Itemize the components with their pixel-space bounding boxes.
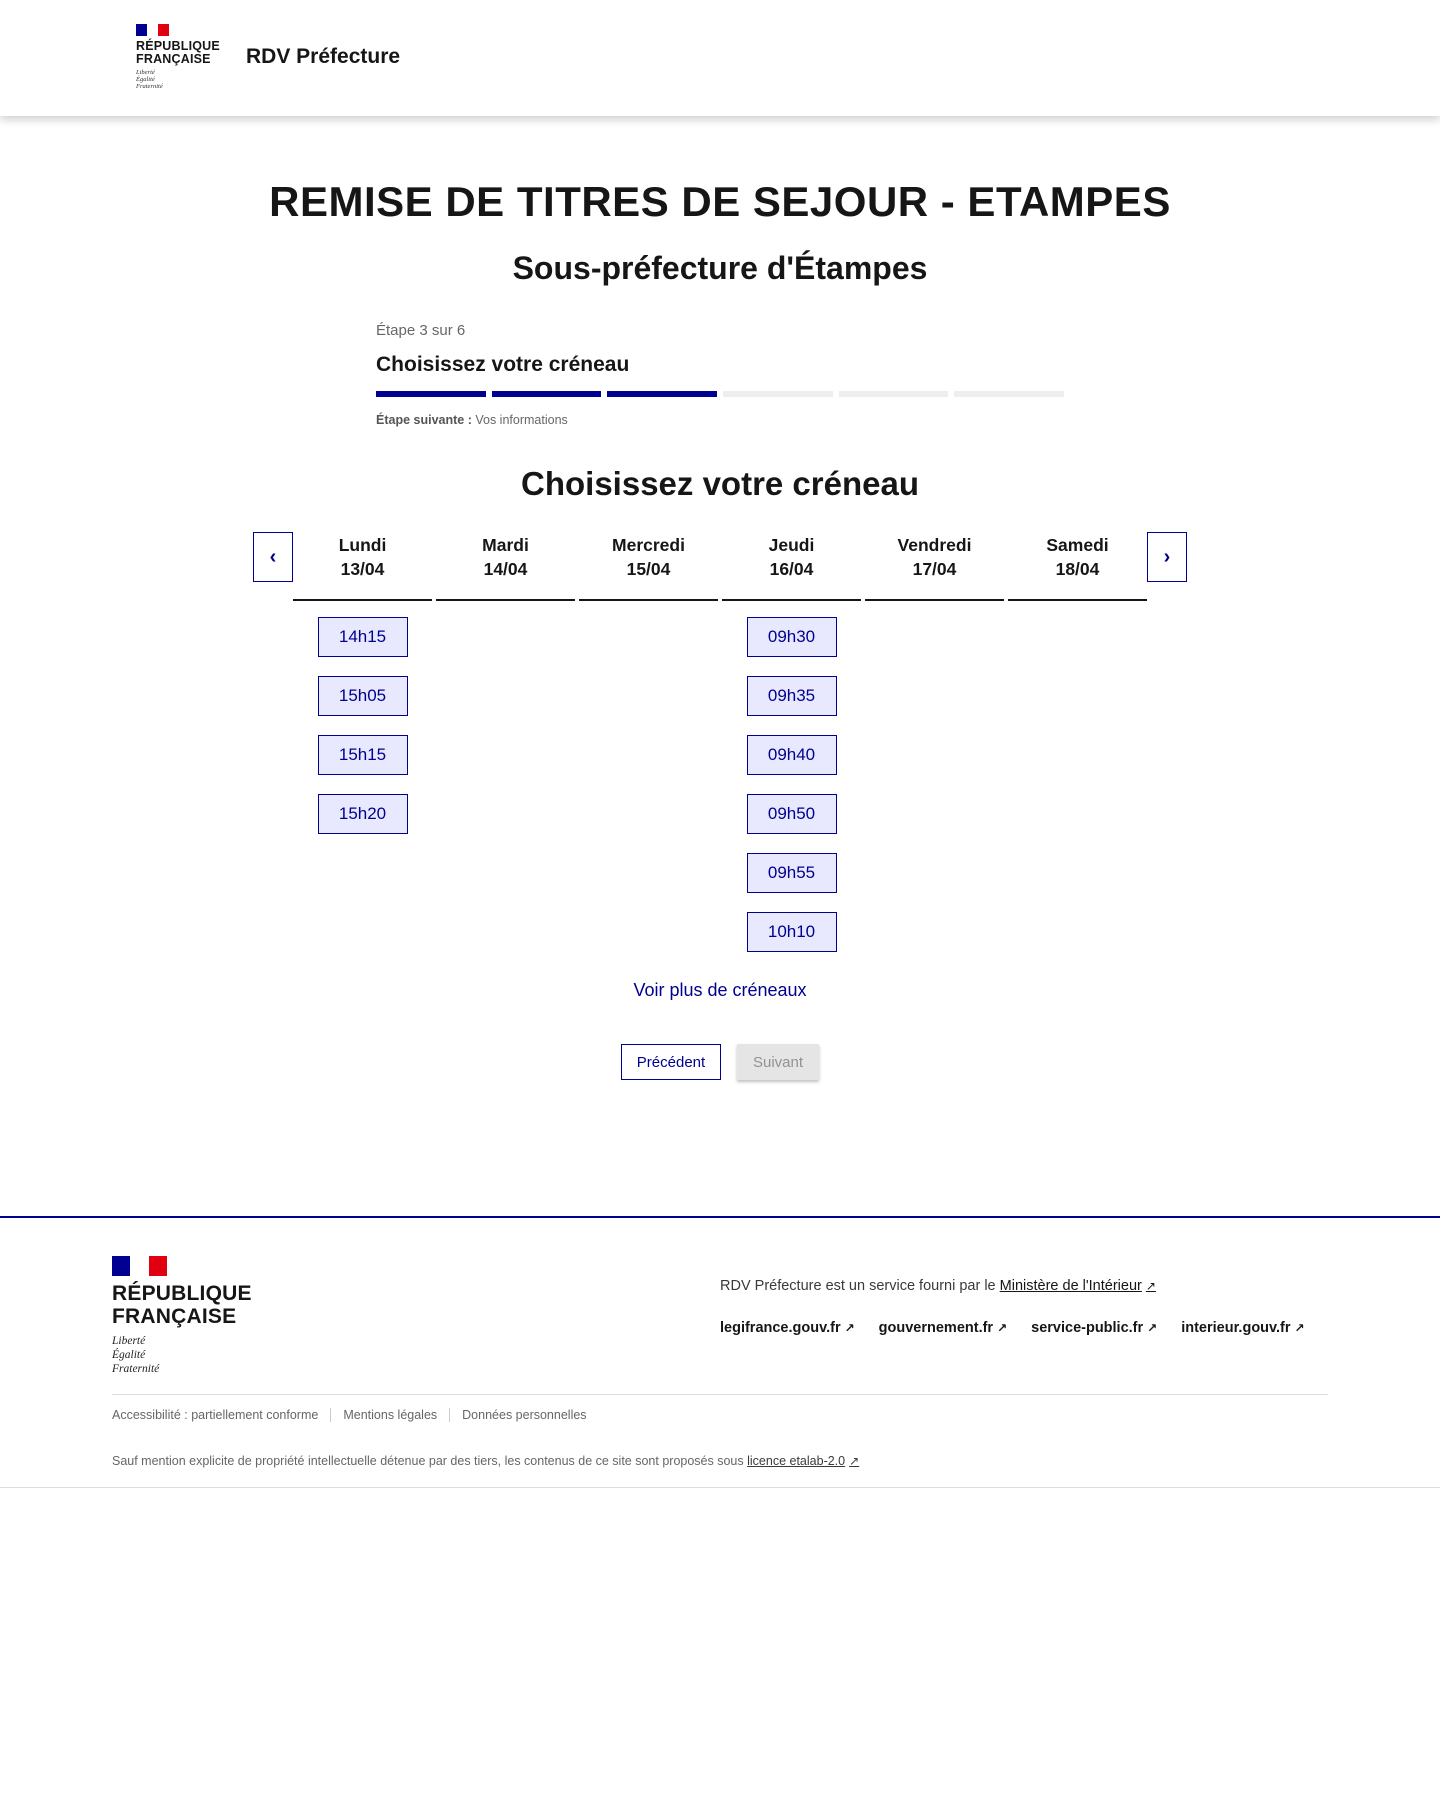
external-link-icon: ↗: [1147, 1321, 1158, 1335]
chevron-right-icon: ›: [1163, 545, 1171, 568]
step-segment: [954, 391, 1064, 397]
time-slot-button[interactable]: 09h40: [747, 735, 837, 775]
motto-fraternite: Fraternité: [112, 1363, 160, 1375]
external-link-icon: ↗: [1294, 1321, 1305, 1335]
day-column: [579, 532, 718, 952]
footer-links: [720, 1320, 1305, 1336]
brand-motto: [136, 69, 216, 90]
footer-description-text: RDV Préfecture est un service fourni par le: [720, 1278, 996, 1294]
time-slot-button[interactable]: 15h20: [318, 794, 408, 834]
footer-top-border: [0, 1216, 1440, 1218]
slot-list: [722, 601, 861, 952]
day-name: Lundi: [338, 535, 387, 555]
day-name: Mardi: [482, 535, 529, 555]
slot-list: [436, 601, 575, 617]
day-name: Jeudi: [768, 535, 815, 555]
next-week-button[interactable]: [1147, 532, 1187, 582]
day-column: [436, 532, 575, 952]
day-date: 16/04: [769, 559, 814, 579]
step-segment: [839, 391, 949, 397]
slots-heading: Choisissez votre créneau: [521, 465, 919, 502]
day-date: 13/04: [340, 559, 385, 579]
time-slot-button[interactable]: 09h55: [747, 853, 837, 893]
days-grid: [293, 532, 1147, 952]
day-date: 17/04: [912, 559, 957, 579]
previous-week-button[interactable]: [253, 532, 293, 582]
motto-fraternite: Fraternité: [136, 83, 163, 90]
day-header: [865, 532, 1004, 601]
slot-list: [293, 601, 432, 834]
day-column: [1008, 532, 1147, 952]
slot-list: [865, 601, 1004, 617]
footer-link-legifrance[interactable]: [720, 1320, 855, 1336]
day-header: [293, 532, 432, 601]
step-segment: [723, 391, 833, 397]
more-slots-link[interactable]: Voir plus de créneaux: [633, 980, 807, 1000]
footer-brand-motto: [112, 1334, 252, 1376]
footer-separator: [112, 1394, 1328, 1395]
ministry-link[interactable]: [1000, 1278, 1156, 1294]
footer-brand-line-2: FRANÇAISE: [112, 1305, 237, 1328]
time-slot-button[interactable]: 15h05: [318, 676, 408, 716]
step-segment: [376, 391, 486, 397]
footer-link-label: gouvernement.fr: [878, 1320, 994, 1336]
step-title: Choisissez votre créneau: [376, 353, 630, 376]
day-name: Mercredi: [612, 535, 685, 555]
footer-end-border: [0, 1487, 1440, 1488]
footer-link-label: interieur.gouv.fr: [1181, 1320, 1291, 1336]
external-link-icon: ↗: [849, 1454, 860, 1468]
footer-link-interieur[interactable]: [1181, 1320, 1304, 1336]
day-header: [436, 532, 575, 601]
previous-button[interactable]: Précédent: [621, 1044, 721, 1080]
external-link-icon: ↗: [844, 1321, 855, 1335]
ministry-link-label: Ministère de l'Intérieur: [999, 1278, 1142, 1294]
personal-data-link[interactable]: Données personnelles: [449, 1408, 598, 1422]
day-column: [293, 532, 432, 952]
footer-link-service-public[interactable]: [1031, 1320, 1157, 1336]
day-name: Samedi: [1046, 535, 1109, 555]
service-title[interactable]: RDV Préfecture: [246, 45, 401, 68]
step-progress-bar: [376, 391, 1064, 397]
motto-egalite: Égalité: [112, 1349, 146, 1361]
french-flag-icon: [136, 24, 169, 36]
day-name: Vendredi: [897, 535, 972, 555]
footer-link-gouvernement[interactable]: [879, 1320, 1007, 1336]
next-button-disabled[interactable]: Suivant: [737, 1044, 819, 1080]
time-slot-button[interactable]: 14h15: [318, 617, 408, 657]
legal-notice-link[interactable]: Mentions légales: [330, 1408, 449, 1422]
motto-egalite: Égalité: [136, 76, 155, 83]
license-link-label: licence etalab-2.0: [747, 1454, 846, 1468]
time-slot-button[interactable]: 09h30: [747, 617, 837, 657]
motto-liberte: Liberté: [112, 1335, 146, 1347]
external-link-icon: ↗: [997, 1321, 1008, 1335]
time-slot-button[interactable]: 09h35: [747, 676, 837, 716]
republique-francaise-logo[interactable]: [136, 24, 220, 90]
site-header: [0, 0, 1440, 116]
footer-brand-name: [112, 1282, 252, 1328]
license-link[interactable]: [747, 1454, 859, 1468]
stepper: [376, 322, 1064, 427]
footer-brand-line-1: RÉPUBLIQUE: [112, 1282, 252, 1305]
motto-liberte: Liberté: [136, 69, 155, 76]
time-slot-button[interactable]: 15h15: [318, 735, 408, 775]
footer-description: [720, 1278, 1156, 1294]
slot-list: [1008, 601, 1147, 617]
french-flag-icon: [112, 1256, 167, 1276]
day-date: 18/04: [1055, 559, 1100, 579]
license-text: Sauf mention explicite de propriété intellectuelle détenue par des tiers, les contenus de ce site sont proposés sous: [112, 1454, 744, 1468]
next-step-label: Étape suivante :: [376, 413, 472, 427]
next-step-value: Vos informations: [475, 413, 568, 427]
time-slot-button[interactable]: 10h10: [747, 912, 837, 952]
footer-license: [112, 1454, 859, 1468]
step-state: Étape 3 sur 6: [376, 322, 466, 339]
external-link-icon: ↗: [1145, 1279, 1156, 1293]
page-subtitle: Sous-préfecture d'Étampes: [512, 250, 928, 286]
footer-bottom-links: [112, 1408, 599, 1422]
day-column: [865, 532, 1004, 952]
next-step: [376, 413, 1064, 427]
accessibility-link[interactable]: Accessibilité : partiellement conforme: [112, 1408, 319, 1422]
day-column: [722, 532, 861, 952]
time-slot-button[interactable]: 09h50: [747, 794, 837, 834]
brand-line-2: FRANÇAISE: [136, 52, 211, 66]
step-segment: [607, 391, 717, 397]
brand-name: [136, 39, 220, 66]
slot-list: [579, 601, 718, 617]
day-date: 15/04: [626, 559, 671, 579]
brand-line-1: RÉPUBLIQUE: [136, 39, 220, 53]
page-title: REMISE DE TITRES DE SEJOUR - ETAMPES: [269, 178, 1171, 225]
chevron-left-icon: ‹: [269, 545, 277, 568]
footer-link-label: service-public.fr: [1031, 1320, 1144, 1336]
day-header: [579, 532, 718, 601]
day-date: 14/04: [483, 559, 528, 579]
step-segment: [492, 391, 602, 397]
day-header: [722, 532, 861, 601]
footer-link-label: legifrance.gouv.fr: [720, 1320, 841, 1336]
footer-republique-francaise-logo[interactable]: [112, 1256, 252, 1376]
day-header: [1008, 532, 1147, 601]
